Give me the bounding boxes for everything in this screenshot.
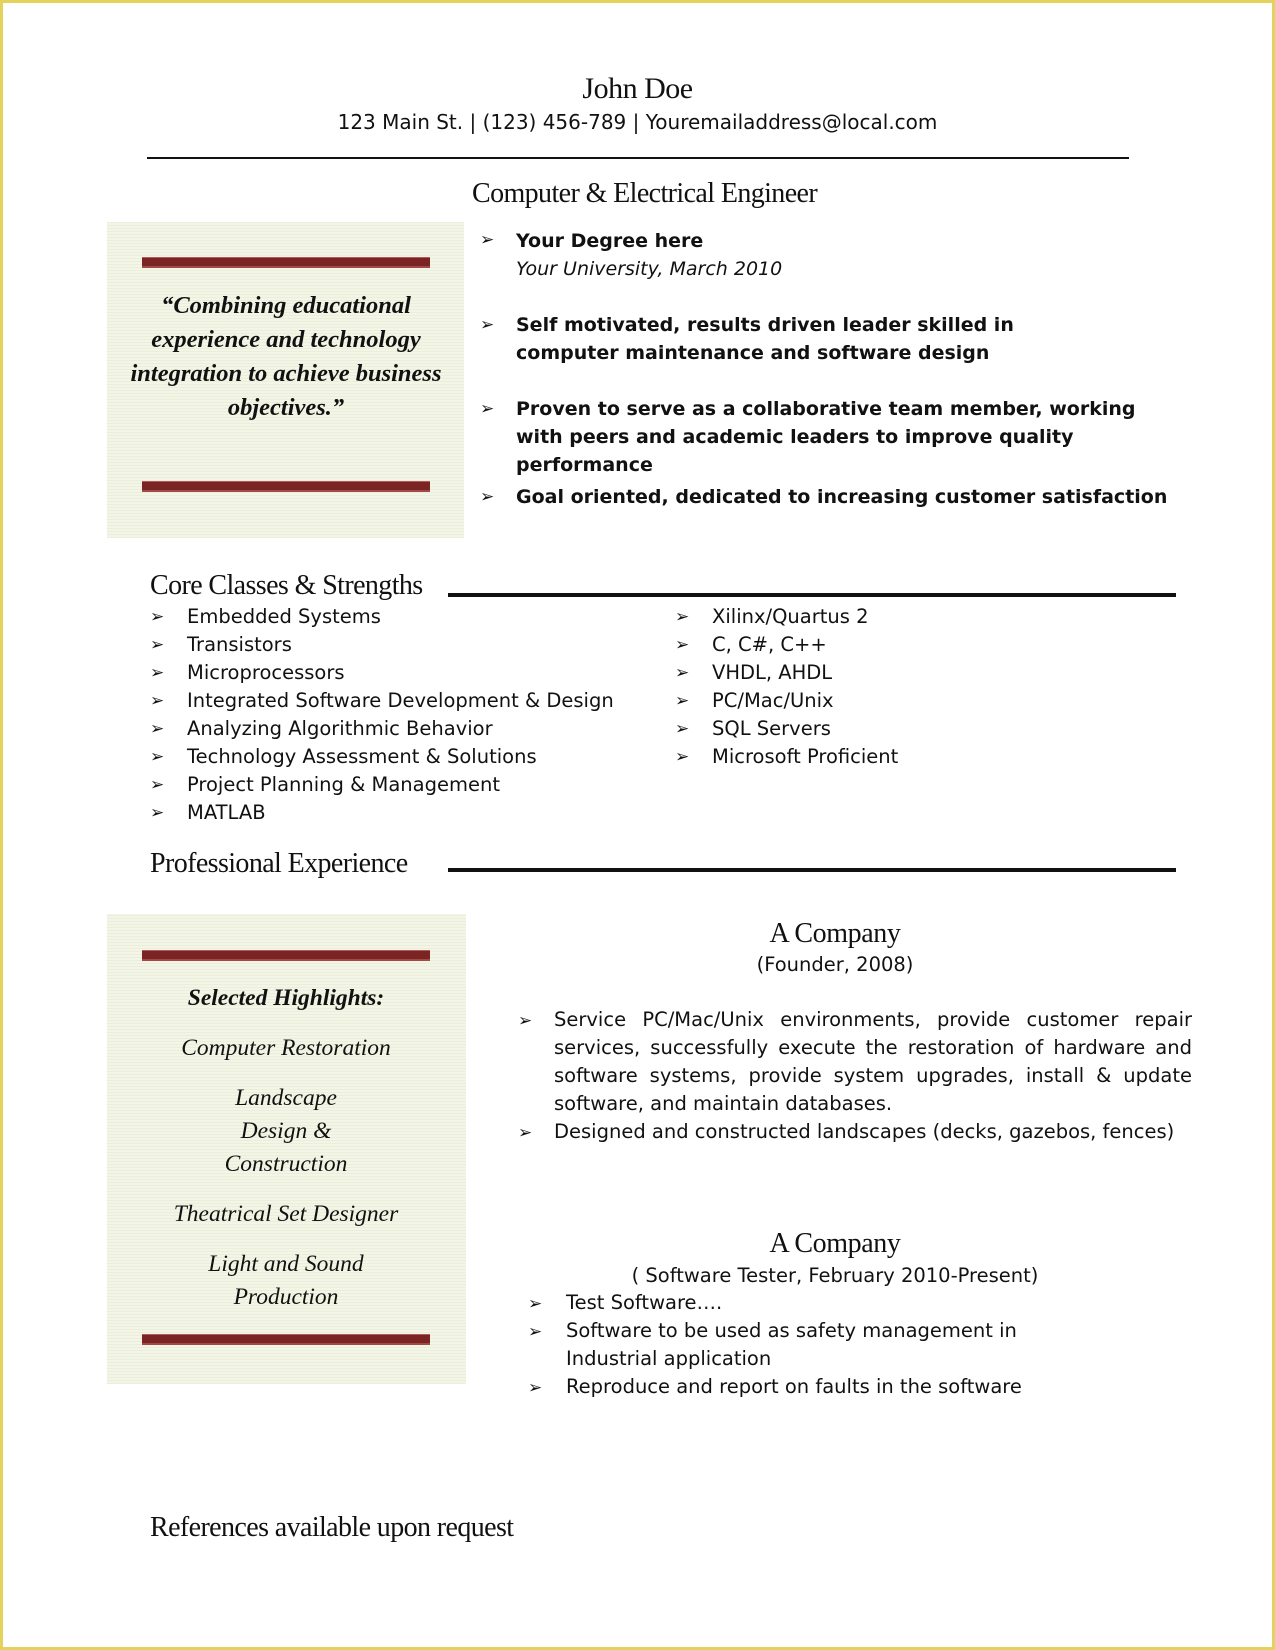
skill-label: Project Planning & Management (187, 773, 500, 796)
highlights-title: Selected Highlights: (187, 985, 385, 1011)
arrow-bullet-icon: ➢ (150, 607, 165, 627)
arrow-bullet-icon: ➢ (480, 315, 495, 335)
experience-section-rule (448, 868, 1176, 872)
arrow-bullet-icon: ➢ (675, 747, 690, 767)
job-bullet: Software to be used as safety management in Industrial application (566, 1319, 1017, 1370)
university: Your University, March 2010 (516, 258, 783, 280)
job-bullet: Service PC/Mac/Unix environments, provide customer repair services, successfully execute the restoration of hardware and software systems, provide system upgrades, install & update software, and maintain databases. (554, 1008, 1192, 1115)
arrow-bullet-icon: ➢ (150, 747, 165, 767)
skill-label: PC/Mac/Unix (712, 689, 834, 712)
skill-label: C, C#, C++ (712, 633, 827, 656)
arrow-bullet-icon: ➢ (518, 1123, 533, 1143)
skill-label: Microprocessors (187, 661, 345, 684)
skill-label: SQL Servers (712, 717, 831, 740)
job-role: (Founder, 2008) (756, 953, 914, 976)
arrow-bullet-icon: ➢ (150, 803, 165, 823)
skill-label: Microsoft Proficient (712, 745, 899, 768)
job-role: ( Software Tester, February 2010-Present) (631, 1264, 1039, 1287)
arrow-bullet-icon: ➢ (675, 635, 690, 655)
list-item (150, 799, 614, 827)
experience-section-title: Professional Experience (150, 848, 408, 879)
highlights-list (112, 982, 460, 1331)
core-skills-left (150, 603, 614, 827)
objective-bullet: Proven to serve as a collaborative team member, working with peers and academic leaders to improve quality performance (516, 398, 1136, 476)
highlights-panel-top-bar (142, 950, 430, 961)
list-item (675, 687, 898, 715)
references-note: References available upon request (150, 1512, 514, 1543)
list-item (150, 687, 614, 715)
list-item (150, 603, 614, 631)
list-item (675, 715, 898, 743)
objective-bullet: Self motivated, results driven leader skilled in computer maintenance and software design (516, 314, 1014, 364)
core-section-title: Core Classes & Strengths (150, 570, 423, 601)
header-divider (147, 157, 1129, 159)
arrow-bullet-icon: ➢ (528, 1322, 543, 1342)
quote-text: “Combining educational experience and technology integration to achieve business objectives.” (130, 292, 442, 421)
arrow-bullet-icon: ➢ (150, 775, 165, 795)
core-skills-right (675, 603, 898, 771)
skill-label: Transistors (187, 633, 292, 656)
list-item (675, 659, 898, 687)
core-section-rule (448, 593, 1176, 597)
arrow-bullet-icon: ➢ (480, 399, 495, 419)
quote-panel-bottom-bar (142, 481, 430, 492)
job-bullet: Test Software…. (566, 1291, 723, 1314)
arrow-bullet-icon: ➢ (675, 719, 690, 739)
skill-label: Analyzing Algorithmic Behavior (187, 717, 493, 740)
skill-label: MATLAB (187, 801, 266, 824)
highlights-panel (107, 914, 466, 1384)
arrow-bullet-icon: ➢ (675, 607, 690, 627)
arrow-bullet-icon: ➢ (480, 230, 495, 250)
arrow-bullet-icon: ➢ (675, 691, 690, 711)
arrow-bullet-icon: ➢ (150, 719, 165, 739)
objective-bullet: Goal oriented, dedicated to increasing customer satisfaction (516, 486, 1168, 508)
highlight-item: Theatrical Set Designer (173, 1201, 399, 1227)
arrow-bullet-icon: ➢ (518, 1011, 533, 1031)
job-bullet: Designed and constructed landscapes (decks, gazebos, fences) (554, 1120, 1175, 1143)
list-item (150, 631, 614, 659)
skill-label: VHDL, AHDL (712, 661, 833, 684)
skill-label: Embedded Systems (187, 605, 381, 628)
contact-line: 123 Main St. | (123) 456-789 | Youremailaddress@local.com (337, 110, 938, 134)
list-item (150, 771, 614, 799)
company-name: A Company (769, 918, 901, 949)
highlight-item: Computer Restoration (181, 1035, 391, 1061)
highlight-item: Light and Sound Production (208, 1251, 364, 1310)
list-item (150, 743, 614, 771)
job-title: Computer & Electrical Engineer (472, 178, 818, 209)
company-name: A Company (769, 1228, 901, 1259)
job-bullet: Reproduce and report on faults in the software (566, 1375, 1022, 1398)
skill-label: Technology Assessment & Solutions (187, 745, 537, 768)
resume-name: John Doe (582, 72, 693, 105)
arrow-bullet-icon: ➢ (528, 1294, 543, 1314)
list-item (150, 659, 614, 687)
degree: Your Degree here (516, 230, 704, 252)
skill-label: Integrated Software Development & Design (187, 689, 614, 712)
arrow-bullet-icon: ➢ (150, 691, 165, 711)
list-item (675, 743, 898, 771)
quote-panel (107, 222, 464, 538)
arrow-bullet-icon: ➢ (528, 1378, 543, 1398)
highlight-item: Landscape Design & Construction (224, 1085, 348, 1177)
arrow-bullet-icon: ➢ (150, 635, 165, 655)
arrow-bullet-icon: ➢ (150, 663, 165, 683)
arrow-bullet-icon: ➢ (480, 487, 495, 507)
arrow-bullet-icon: ➢ (675, 663, 690, 683)
skill-label: Xilinx/Quartus 2 (712, 605, 869, 628)
list-item (150, 715, 614, 743)
list-item (675, 631, 898, 659)
quote-panel-top-bar (142, 257, 430, 268)
list-item (675, 603, 898, 631)
highlights-panel-bottom-bar (142, 1334, 430, 1345)
